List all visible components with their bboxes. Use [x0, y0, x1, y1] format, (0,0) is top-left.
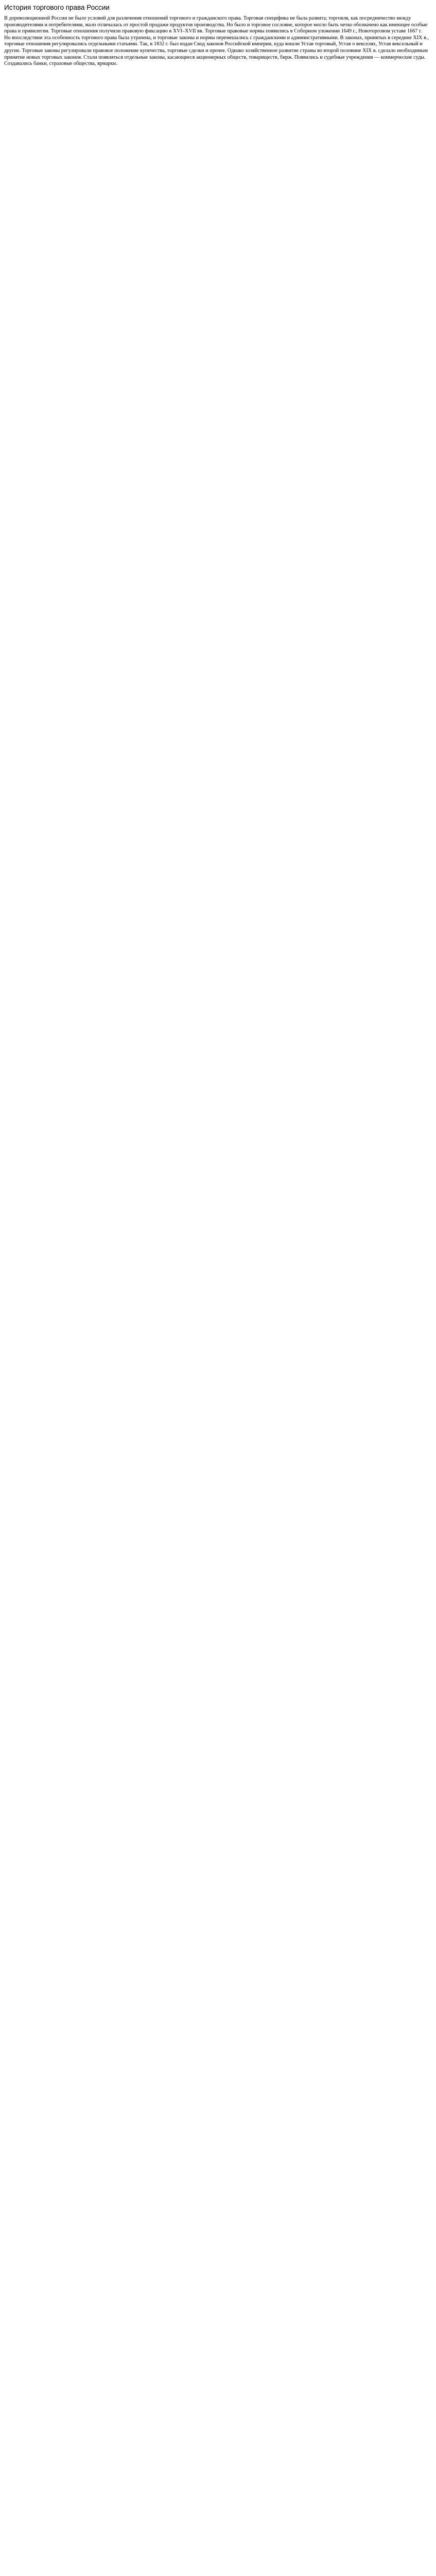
document-page	[0, 0, 436, 78]
document-title: История торгового права России	[4, 4, 110, 11]
section-1	[4, 15, 429, 67]
paragraph: В дореволюционной России не было условий для различения отношений торгового и гражданского права. Торговая специфика не была развита; торговля, как посредничество между производителями и потребителями, мало отличалась от простой продажи продуктов производства. Но было и торговое сословие, которое могло быть четко обозначено как имеющее особые права и привилегии. Торговые отношения получили правовую фиксацию в XVI–XVII вв. Торговые правовые нормы появились в Соборном уложении 1649 г., Новоторговом уставе 1667 г. Но впоследствии эта особенность торгового права была утрачена, и торговые законы и нормы перемешались с гражданскими и административными. В законах, принятых в середине XIX в., торговые отношения регулировались отдельными статьями. Так, в 1832 г. был издан Свод законов Российской империи, куда вошли Устав торговый, Устав о векселях, Устав вексельный и другие. Торговые законы регулировали правовое положение купечества, торговые сделки и прочее. Однако хозяйственное развитие страны во второй половине XIX в. сделало необходимым принятие новых торговых законов. Стали появляться отдельные законы, касающиеся акционерных обществ, товариществ, бирж. Появились и судебные учреждения — коммерческие суды. Создавались банки, страховые общества, ярмарки.	[4, 15, 430, 67]
